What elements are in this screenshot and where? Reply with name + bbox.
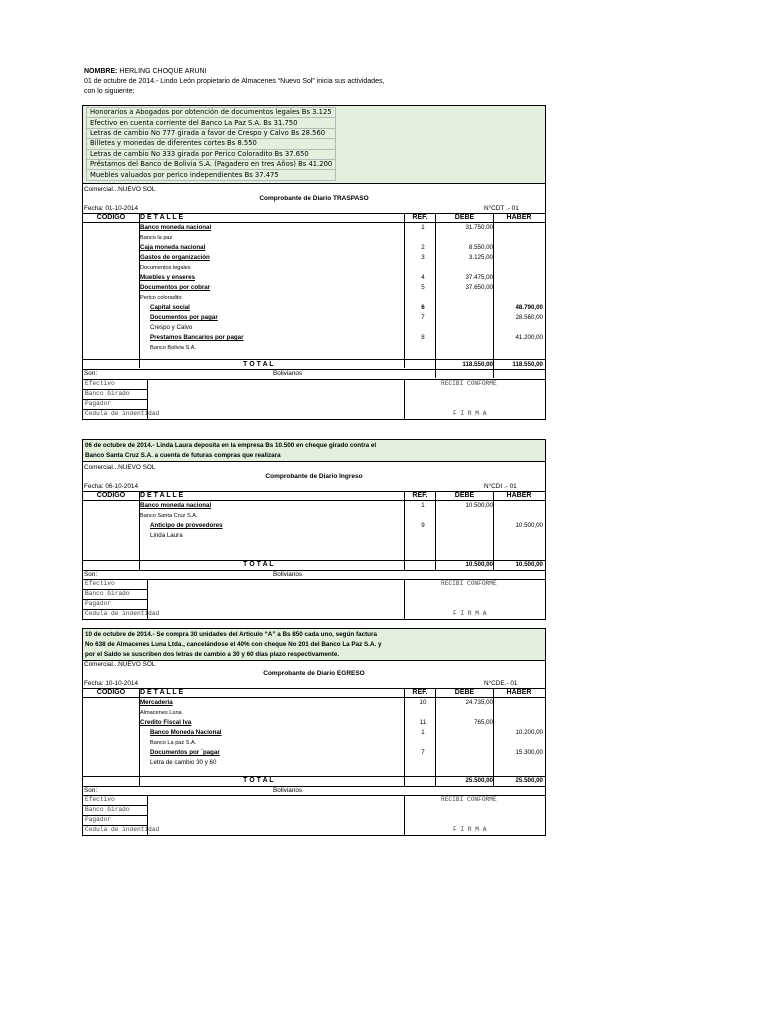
entry-row bbox=[83, 273, 545, 283]
inventory-item: Préstamos del Banco de Bolivia S.A. (Pagadero en tres Años) Bs 41.200 bbox=[87, 159, 336, 169]
entry-ref: 11 bbox=[419, 719, 427, 726]
entry-row bbox=[83, 728, 545, 738]
entry-detalle: Documentos por pagar bbox=[150, 314, 218, 321]
entry-haber: 10.500,00 bbox=[515, 522, 543, 529]
entry-ref: 3 bbox=[421, 254, 425, 261]
entry-detalle: Caja moneda nacional bbox=[140, 244, 206, 251]
entry-detalle: Banco Moneda Nacional bbox=[150, 729, 222, 736]
divider bbox=[83, 409, 147, 410]
inventory-panel bbox=[83, 106, 545, 184]
entry-debe: 765,00 bbox=[474, 719, 493, 726]
entry-ref: 8 bbox=[421, 334, 425, 341]
entry-ref: 1 bbox=[421, 502, 425, 509]
name-line bbox=[84, 67, 384, 77]
entry-detalle: Banco La paz S.A. bbox=[150, 740, 197, 746]
voucher-ingreso bbox=[82, 439, 546, 620]
entry-row bbox=[83, 748, 545, 758]
total-row bbox=[83, 361, 545, 369]
divider bbox=[83, 570, 545, 571]
divider bbox=[83, 369, 545, 370]
intro-text: Banco Santa Cruz S.A. a cuenta de futuras compras que realizara bbox=[85, 452, 281, 459]
intro-text: 10 de octubre de 2014.- Se compra 30 unidades del Articulo “A” a Bs 850 cada uno, según factura bbox=[85, 631, 377, 638]
son-label: Son: bbox=[84, 370, 98, 377]
divider bbox=[83, 599, 147, 600]
divider bbox=[83, 815, 147, 816]
entry-row bbox=[83, 698, 545, 708]
total-row bbox=[83, 561, 545, 569]
recibi-conforme-label: RECIBI CONFORME bbox=[441, 380, 497, 387]
col-ref: REF. bbox=[412, 492, 428, 499]
col-codigo: CODIGO bbox=[96, 214, 126, 221]
inventory-item: Muebles valuados por perico independientes Bs 37.475 bbox=[87, 170, 336, 180]
pagador-label: Pagador bbox=[85, 400, 111, 407]
entry-detalle: Banco moneda nacional bbox=[140, 224, 212, 231]
entry-haber: 41.200,00 bbox=[515, 334, 543, 341]
entry-row bbox=[83, 718, 545, 728]
intro-text: 06 de octubre de 2014.- Linda Laura deposita en la empresa Bs 10.500 en cheque girado contra el bbox=[85, 442, 377, 449]
inventory-item: Efectivo en cuenta corriente del Banco La Paz S.A. Bs 31.750 bbox=[87, 118, 336, 128]
divider bbox=[404, 795, 405, 835]
intro-line-2: con lo siguiente: bbox=[84, 88, 135, 95]
divider bbox=[83, 359, 545, 360]
entry-row bbox=[83, 283, 545, 293]
entry-detalle: Banco Bolivia S.A. bbox=[150, 345, 197, 351]
voucher-date: Fecha: 01-10-2014 bbox=[84, 205, 139, 212]
col-debe: DEBE bbox=[454, 214, 475, 221]
entry-detalle: Documentos legales bbox=[140, 265, 191, 271]
cedula-label: Cedula de indentidad bbox=[85, 610, 160, 617]
col-haber: HABER bbox=[506, 492, 532, 499]
entry-detalle: Banco la paz bbox=[140, 235, 173, 241]
entry-ref: 2 bbox=[421, 244, 425, 251]
total-haber: 25.500,00 bbox=[515, 777, 543, 784]
divider bbox=[83, 609, 147, 610]
column-header bbox=[83, 213, 545, 223]
col-ref: REF. bbox=[412, 214, 428, 221]
divider bbox=[83, 589, 147, 590]
divider bbox=[404, 579, 405, 619]
entry-row bbox=[83, 323, 545, 333]
total-label: T O T A L bbox=[243, 777, 274, 784]
entry-detalle: Crespo y Calvo bbox=[150, 324, 193, 331]
voucher-date: Fecha: 06-10-2014 bbox=[84, 483, 139, 490]
entry-detalle: Prestamos Bancarios por pagar bbox=[150, 334, 244, 341]
entry-row bbox=[83, 521, 545, 531]
son-label: Son: bbox=[84, 571, 98, 578]
col-detalle: D E T A L L E bbox=[140, 492, 184, 499]
intro-panel bbox=[83, 629, 545, 661]
voucher-number: N°CDE.- 01 bbox=[484, 680, 518, 687]
entry-row bbox=[83, 333, 545, 343]
entry-ref: 1 bbox=[421, 224, 425, 231]
firma-label: F I R M A bbox=[453, 826, 487, 833]
entry-ref: 7 bbox=[421, 314, 425, 321]
banco-girado-label: Banco Girado bbox=[85, 806, 130, 813]
inventory-item: Honorarios a Abogados por obtención de documentos legales Bs 3.125 bbox=[87, 108, 336, 118]
divider bbox=[83, 399, 147, 400]
bolivianos-label: Bolivianos bbox=[273, 370, 303, 377]
entry-ref: 10 bbox=[419, 699, 427, 706]
bolivianos-label: Bolivianos bbox=[273, 787, 303, 794]
entry-ref: 4 bbox=[421, 274, 425, 281]
entry-ref: 5 bbox=[421, 284, 425, 291]
voucher-title: Comprobante de Diario TRASPASO bbox=[259, 195, 369, 202]
voucher-traspaso bbox=[82, 105, 546, 420]
son-label: Son: bbox=[84, 787, 98, 794]
entry-row bbox=[83, 253, 545, 263]
banco-girado-label: Banco Girado bbox=[85, 590, 130, 597]
total-haber: 118.550,00 bbox=[512, 361, 543, 368]
entry-detalle: Anticipo de proveedores bbox=[150, 522, 223, 529]
pagador-label: Pagador bbox=[85, 816, 111, 823]
entry-row bbox=[83, 738, 545, 748]
entry-debe: 31.750,00 bbox=[465, 224, 493, 231]
voucher-number: N°CDT .- 01 bbox=[484, 205, 519, 212]
entry-debe: 10.500,00 bbox=[465, 502, 493, 509]
efectivo-label: Efectivo bbox=[85, 580, 115, 587]
comercial-label: Comercial...NUEVO SOL bbox=[84, 661, 156, 668]
entry-row bbox=[83, 293, 545, 303]
intro-text: No 638 de Almacenes Luna Ltda., cancelándose el 40% con cheque No 201 del Banco La Paz S.A. y bbox=[85, 641, 382, 648]
firma-label: F I R M A bbox=[453, 610, 487, 617]
entry-detalle: Perico coloradito bbox=[140, 295, 182, 301]
column-header bbox=[83, 491, 545, 501]
entry-row bbox=[83, 303, 545, 313]
entry-ref: 9 bbox=[421, 522, 425, 529]
col-debe: DEBE bbox=[454, 689, 475, 696]
entry-detalle: Banco moneda nacional bbox=[140, 502, 212, 509]
entry-row bbox=[83, 313, 545, 323]
entry-row bbox=[83, 501, 545, 511]
col-haber: HABER bbox=[506, 214, 532, 221]
entry-debe: 37.475,00 bbox=[465, 274, 493, 281]
entry-detalle: Linda Laura bbox=[150, 532, 183, 539]
total-label: T O T A L bbox=[243, 361, 274, 368]
comercial-label: Comercial...NUEVO SOL bbox=[84, 186, 156, 193]
name-label: NOMBRE: bbox=[84, 68, 118, 75]
voucher-date: Fecha: 10-10-2014 bbox=[84, 680, 139, 687]
total-haber: 10.500,00 bbox=[515, 561, 543, 568]
entry-detalle: Documentos por cobrar bbox=[140, 284, 211, 291]
col-codigo: CODIGO bbox=[96, 689, 126, 696]
entry-row bbox=[83, 708, 545, 718]
cedula-label: Cedula de indentidad bbox=[85, 410, 160, 417]
col-ref: REF. bbox=[412, 689, 428, 696]
entry-detalle: Mercaderia bbox=[140, 699, 173, 706]
inventory-item: Letras de cambio No 777 girada a favor de Crespo y Calvo Bs 28.560 bbox=[87, 128, 336, 138]
entry-row bbox=[83, 233, 545, 243]
entry-detalle: Gastos de organización bbox=[140, 254, 210, 261]
recibi-conforme-label: RECIBI CONFORME bbox=[441, 580, 497, 587]
entry-debe: 37.650,00 bbox=[465, 284, 493, 291]
entry-haber: 28.560,00 bbox=[515, 314, 543, 321]
col-codigo: CODIGO bbox=[96, 492, 126, 499]
header-block bbox=[84, 67, 384, 97]
banco-girado-label: Banco Girado bbox=[85, 390, 130, 397]
entry-row bbox=[83, 758, 545, 768]
recibi-conforme-label: RECIBI CONFORME bbox=[441, 796, 497, 803]
column-header bbox=[83, 688, 545, 698]
pagador-label: Pagador bbox=[85, 600, 111, 607]
entry-debe: 8.550,00 bbox=[468, 244, 493, 251]
voucher-title: Comprobante de Diario Ingreso bbox=[265, 473, 363, 480]
voucher-number: N°CDI .- 01 bbox=[484, 483, 517, 490]
efectivo-label: Efectivo bbox=[85, 380, 115, 387]
entry-row bbox=[83, 511, 545, 521]
entry-row bbox=[83, 343, 545, 353]
voucher-title: Comprobante de Diario EGRESO bbox=[263, 670, 365, 677]
total-debe: 118.550,00 bbox=[462, 361, 493, 368]
bolivianos-label: Bolivianos bbox=[273, 571, 303, 578]
entry-row bbox=[83, 531, 545, 541]
divider bbox=[83, 805, 147, 806]
total-debe: 10.500,00 bbox=[465, 561, 493, 568]
entry-row bbox=[83, 243, 545, 253]
efectivo-label: Efectivo bbox=[85, 796, 115, 803]
cedula-label: Cedula de indentidad bbox=[85, 826, 160, 833]
entry-row bbox=[83, 223, 545, 233]
name-value: HERLING CHOQUE ARUNI bbox=[119, 68, 207, 75]
entry-haber: 10.200,00 bbox=[515, 729, 543, 736]
divider bbox=[83, 825, 147, 826]
entry-ref: 7 bbox=[421, 749, 425, 756]
inventory-item: Letras de cambio No 333 girada por Perico Coloradito Bs 37.650 bbox=[87, 149, 336, 159]
divider bbox=[83, 786, 545, 787]
col-detalle: D E T A L L E bbox=[140, 214, 184, 221]
voucher-egreso bbox=[82, 628, 546, 836]
entry-row bbox=[83, 263, 545, 273]
col-detalle: D E T A L L E bbox=[140, 689, 184, 696]
entry-detalle: Muebles y enseres bbox=[140, 274, 196, 281]
entry-haber: 15.300,00 bbox=[515, 749, 543, 756]
intro-text: por el Saldo se suscriben dos letras de cambio a 30 y 60 días plazo respectivamente. bbox=[85, 651, 340, 658]
total-row bbox=[83, 777, 545, 785]
intro-panel bbox=[83, 440, 545, 462]
total-label: T O T A L bbox=[243, 561, 274, 568]
firma-label: F I R M A bbox=[453, 410, 487, 417]
entry-detalle: Almacenes Luna bbox=[140, 710, 182, 716]
entry-debe: 24.735,00 bbox=[465, 699, 493, 706]
entry-ref: 1 bbox=[421, 729, 425, 736]
entry-detalle: Documentos por ´pagar bbox=[150, 749, 220, 756]
divider bbox=[83, 389, 147, 390]
entry-detalle: Capital social bbox=[150, 304, 190, 311]
entry-haber: 48.790,00 bbox=[515, 304, 543, 311]
comercial-label: Comercial...NUEVO SOL bbox=[84, 464, 156, 471]
inventory-item: Billetes y monedas de diferentes cortes Bs 8.550 bbox=[87, 139, 336, 149]
col-haber: HABER bbox=[506, 689, 532, 696]
total-debe: 25.500,00 bbox=[465, 777, 493, 784]
entry-detalle: Banco Santa Cruz S.A. bbox=[140, 513, 198, 519]
entry-ref: 6 bbox=[421, 304, 425, 311]
entry-debe: 3.125,00 bbox=[468, 254, 493, 261]
col-debe: DEBE bbox=[454, 492, 475, 499]
entry-detalle: Credito Fiscal Iva bbox=[140, 719, 192, 726]
entry-detalle: Letra de cambio 30 y 60 bbox=[150, 759, 217, 766]
intro-line: 01 de octubre de 2014.- Lindo León propietario de Almacenes “Nuevo Sol” inicia sus actividades, bbox=[84, 78, 385, 85]
divider bbox=[404, 379, 405, 419]
inventory-table bbox=[86, 107, 336, 181]
